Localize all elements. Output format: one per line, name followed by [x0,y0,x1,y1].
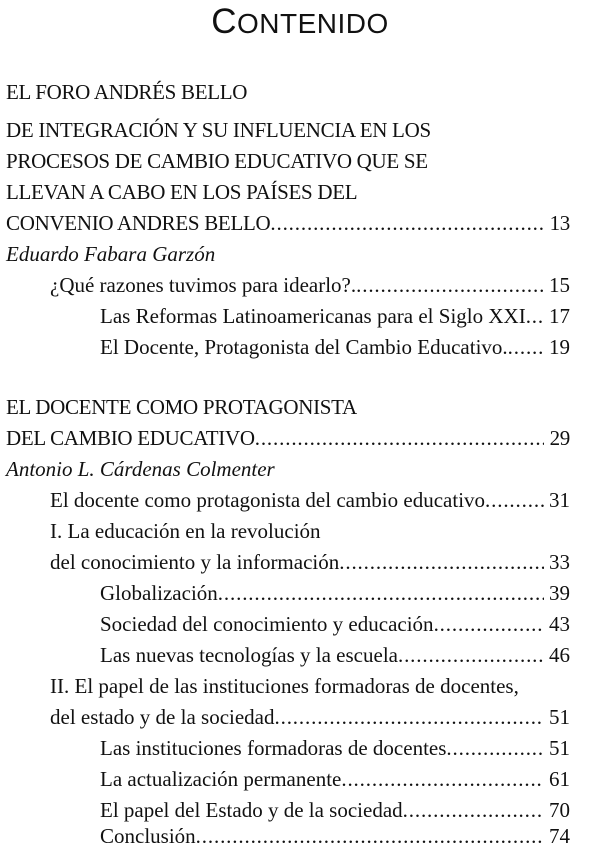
leader-dots [508,333,544,361]
page-number: 33 [549,550,570,574]
leader-dots [196,822,544,850]
page-number: 51 [549,705,570,729]
page-number: 19 [549,335,570,359]
section1-title-line-4: LLEVAN A CABO EN LOS PAÍSES DEL [6,180,358,204]
entry-title: El docente como protagonista del cambio educativo [50,488,486,512]
leader-dots [275,703,545,731]
leader-dots [526,302,544,330]
entry-title: Las Reformas Latinoamericanas para el Siglo XXI [100,304,526,328]
entry-title: La actualización permanente [100,767,342,791]
toc-entry[interactable] [100,765,570,793]
leader-dots [341,765,544,793]
toc-entry[interactable] [50,271,570,299]
leader-dots [339,548,544,576]
toc-entry[interactable] [100,734,570,762]
page-title-initial: C [211,2,237,41]
toc-entry[interactable] [50,548,570,576]
page-number: 39 [549,581,570,605]
entry-title: del estado y de la sociedad [50,705,275,729]
entry-title: Conclusión [100,824,196,848]
toc-entry[interactable] [100,822,570,850]
page-number: 13 [549,211,570,235]
page-number: 43 [549,612,570,636]
entry-title: El papel del Estado y de la sociedad [100,798,403,822]
entry-title: del conocimiento y la información [50,550,340,574]
section2-title-line-1: EL DOCENTE COMO PROTAGONISTA [6,395,357,419]
section1-title-line-3: PROCESOS DE CAMBIO EDUCATIVO QUE SE [6,149,428,173]
section1-title-entry[interactable] [6,209,570,237]
leader-dots [446,734,544,762]
toc-entry[interactable] [50,486,570,514]
page-title [0,0,600,46]
toc-entry[interactable] [100,333,570,361]
page-number: 31 [549,488,570,512]
entry-title: ¿Qué razones tuvimos para idearlo?. [50,273,357,297]
entry-title: Las instituciones formadoras de docentes [100,736,447,760]
page-title-rest: ONTENIDO [237,8,389,39]
leader-dots [434,610,544,638]
leader-dots [398,641,544,669]
leader-dots [356,271,544,299]
section2-title-entry[interactable] [6,424,570,452]
page-number: 15 [549,273,570,297]
toc-entry[interactable] [100,641,570,669]
section1-title-line-2: DE INTEGRACIÓN Y SU INFLUENCIA EN LOS [6,118,431,142]
toc-entry[interactable] [100,579,570,607]
section1-title-line-1: EL FORO ANDRÉS BELLO [6,80,248,104]
page-number: 29 [549,426,570,450]
section1-author: Eduardo Fabara Garzón [6,242,216,266]
toc-entry[interactable] [100,302,570,330]
toc-entry[interactable] [100,610,570,638]
entry-title-line-1: I. La educación en la revolución [50,519,321,543]
entry-title: Sociedad del conocimiento y educación [100,612,434,636]
leader-dots [403,796,544,824]
entry-title: Globalización [100,581,218,605]
section2-title-last: DEL CAMBIO EDUCATIVO [6,426,255,450]
page-number: 61 [549,767,570,791]
leader-dots [485,486,544,514]
leader-dots [218,579,544,607]
section2-author: Antonio L. Cárdenas Colmenter [6,457,275,481]
entry-title: Las nuevas tecnologías y la escuela [100,643,398,667]
page-number: 17 [549,304,570,328]
entry-title-line-1: II. El papel de las instituciones formadoras de docentes, [50,674,519,698]
page-number: 70 [549,798,570,822]
page-number: 46 [549,643,570,667]
toc-entry[interactable] [100,796,570,824]
leader-dots [255,424,544,452]
page-number: 51 [549,736,570,760]
entry-title: El Docente, Protagonista del Cambio Educativo. [100,335,508,359]
page-number: 74 [549,824,570,848]
toc-entry[interactable] [50,703,570,731]
leader-dots [270,209,544,237]
section1-title-last: CONVENIO ANDRES BELLO [6,211,271,235]
